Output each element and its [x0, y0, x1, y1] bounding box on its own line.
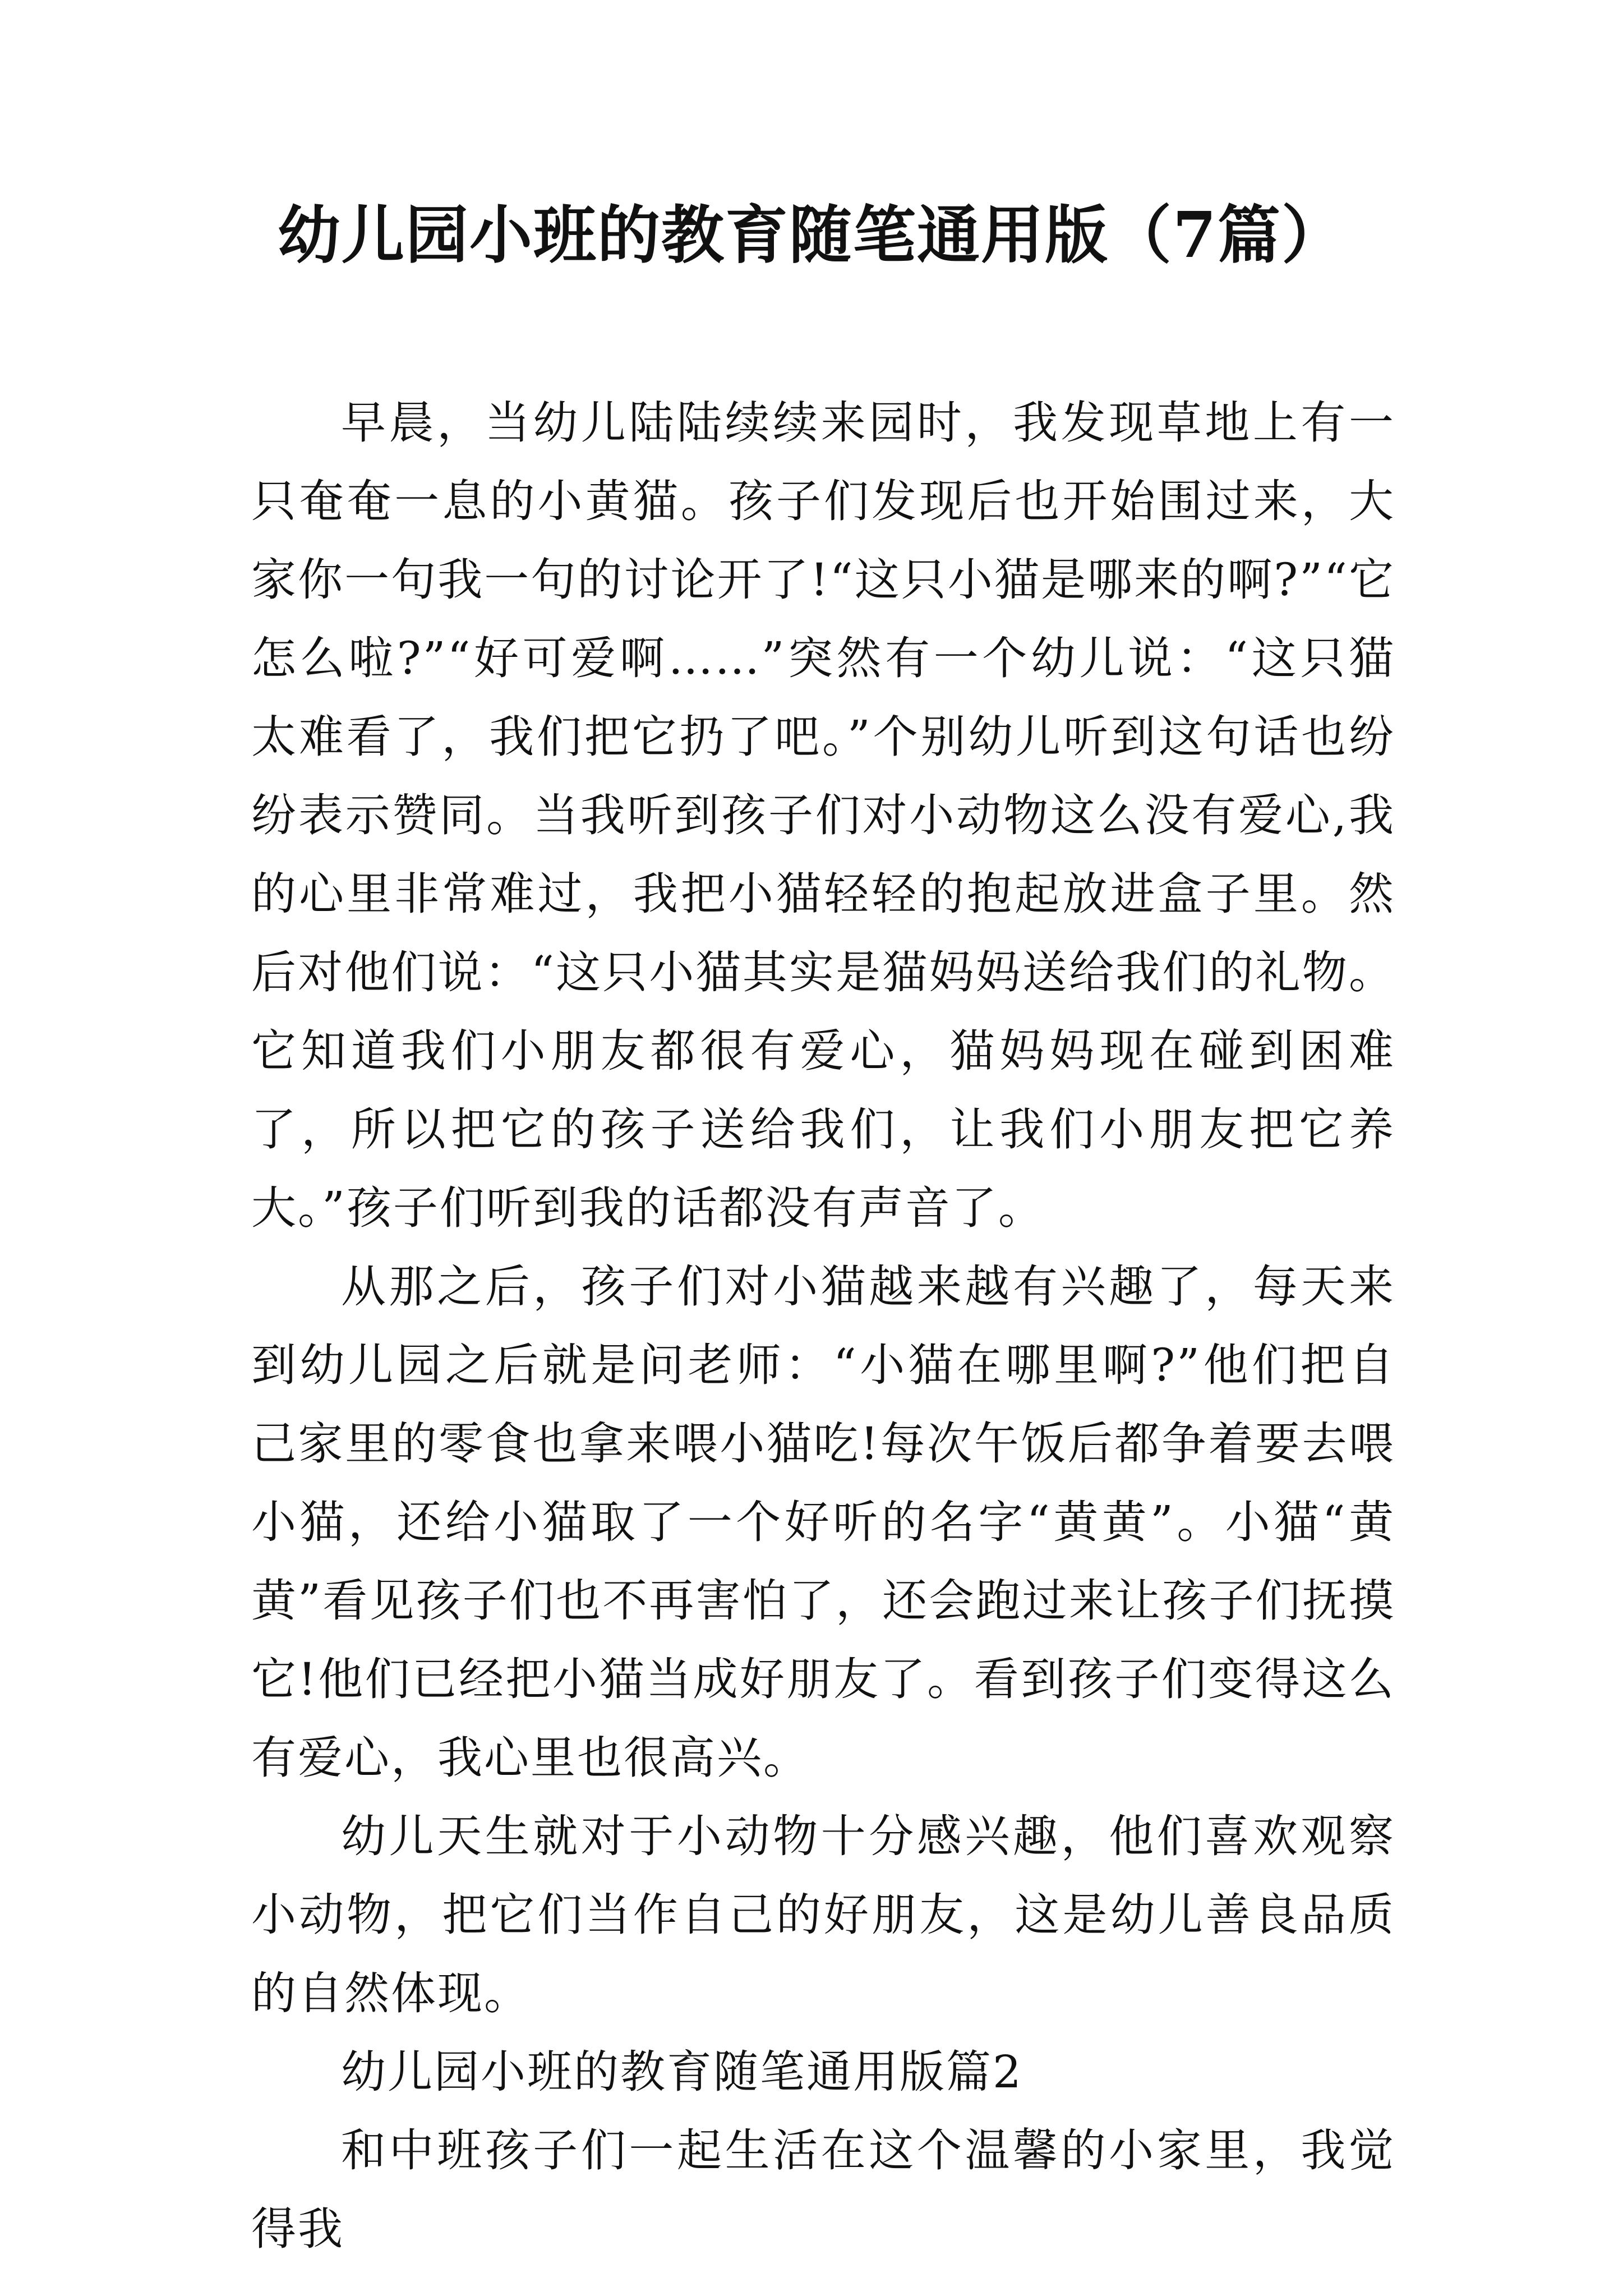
paragraph-2: 从那之后，孩子们对小猫越来越有兴趣了，每天来到幼儿园之后就是问老师：“小猫在哪里啊?”他们把自己家里的零食也拿来喂小猫吃!每次午饭后都争着要去喂小猫，还给小猫取了一个好听的名字“黄黄”。小猫“黄黄”看见孩子们也不再害怕了，还会跑过来让孩子们抚摸它!他们已经把小猫当成好朋友了。看到孩子们变得这么有爱心，我心里也很高兴。 — [251, 1260, 1395, 1784]
paragraph-1: 早晨，当幼儿陆陆续续来园时，我发现草地上有一只奄奄一息的小黄猫。孩子们发现后也开始围过来，大家你一句我一句的讨论开了!“这只小猫是哪来的啊?”“它怎么啦?”“好可爱啊……”突然有一个幼儿说：“这只猫太难看了，我们把它扔了吧。”个别幼儿听到这句话也纷纷表示赞同。当我听到孩子们对小动物这么没有爱心,我的心里非常难过，我把小猫轻轻的抱起放进盒子里。然后对他们说：“这只小猫其实是猫妈妈送给我们的礼物。它知道我们小朋友都很有爱心，猫妈妈现在碰到困难了，所以把它的孩子送给我们，让我们小朋友把它养大。”孩子们听到我的话都没有声音了。 — [251, 397, 1395, 1234]
paragraph-3: 幼儿天生就对于小动物十分感兴趣，他们喜欢观察小动物，把它们当作自己的好朋友，这是幼儿善良品质的自然体现。 — [251, 1810, 1395, 2019]
document-title: 幼儿园小班的教育随笔通用版（7篇） — [278, 199, 1345, 272]
document-body — [251, 384, 1395, 2269]
paragraph-5: 和中班孩子们一起生活在这个温馨的小家里，我觉得我 — [251, 2124, 1395, 2255]
section-heading-2: 幼儿园小班的教育随笔通用版篇2 — [341, 2046, 1023, 2098]
